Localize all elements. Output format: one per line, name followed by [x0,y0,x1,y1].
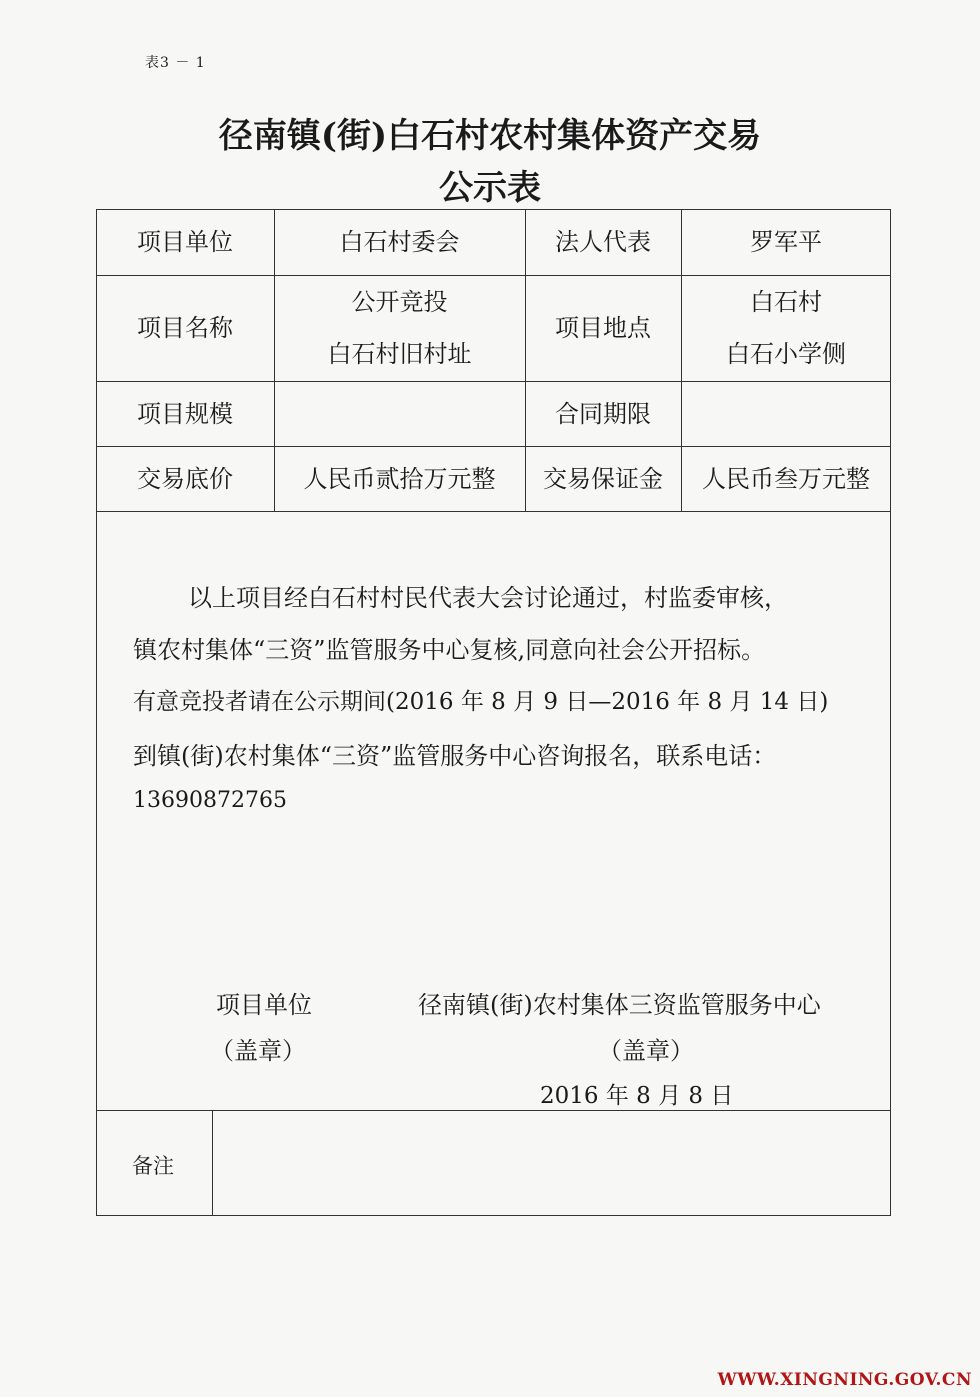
body-line-1: 以上项目经白石村村民代表大会讨论通过，村监委审核， [188,584,788,612]
document-subtitle: 公示表 [439,168,541,208]
body-line-4: 到镇(街)农村集体“三资”监管服务中心咨询报名，联系电话： [133,742,777,770]
scale-label: 项目规模 [137,399,233,428]
body-line-2: 镇农村集体“三资”监管服务中心复核,同意向社会公开招标。 [133,636,766,664]
deposit-label: 交易保证金 [543,464,663,493]
unit-value: 白石村委会 [339,228,460,256]
sign-date: 2016 年 8 月 8 日 [540,1083,734,1109]
sign-left-seal: （盖章） [210,1037,306,1065]
sign-right-seal: （盖章） [598,1037,694,1065]
row-divider [96,511,891,512]
form-number: 表3 － 1 [145,55,206,71]
column-divider [212,1110,213,1216]
name-value-line2: 白石村旧村址 [327,340,472,368]
sign-right-title: 径南镇(街)农村集体三资监管服务中心 [418,991,821,1019]
remark-label: 备注 [132,1154,174,1178]
document-title: 径南镇(街)白石村农村集体资产交易 [218,116,762,156]
legal-rep-value: 罗军平 [750,228,822,256]
body-line-5-phone: 13690872765 [133,788,287,813]
body-line-3: 有意竞投者请在公示期间(2016 年 8 月 9 日—2016 年 8 月 14 日) [133,689,829,715]
base-price-value: 人民币贰拾万元整 [303,464,496,493]
base-price-label: 交易底价 [137,464,233,493]
name-label: 项目名称 [137,314,233,342]
name-value-line1: 公开竞投 [351,288,448,316]
legal-rep-label: 法人代表 [555,228,651,256]
location-label: 项目地点 [555,314,651,342]
sign-left-title: 项目单位 [216,991,312,1019]
contract-label: 合同期限 [555,399,651,428]
deposit-value: 人民币叁万元整 [702,464,870,493]
location-value [681,275,891,381]
unit-label: 项目单位 [137,228,233,256]
site-watermark: WWW.XINGNING.GOV.CN [717,1370,972,1390]
location-value-line2: 白石小学侧 [726,340,846,368]
name-value [274,275,525,381]
location-value-line1: 白石村 [750,288,822,316]
row-divider [96,1110,891,1111]
